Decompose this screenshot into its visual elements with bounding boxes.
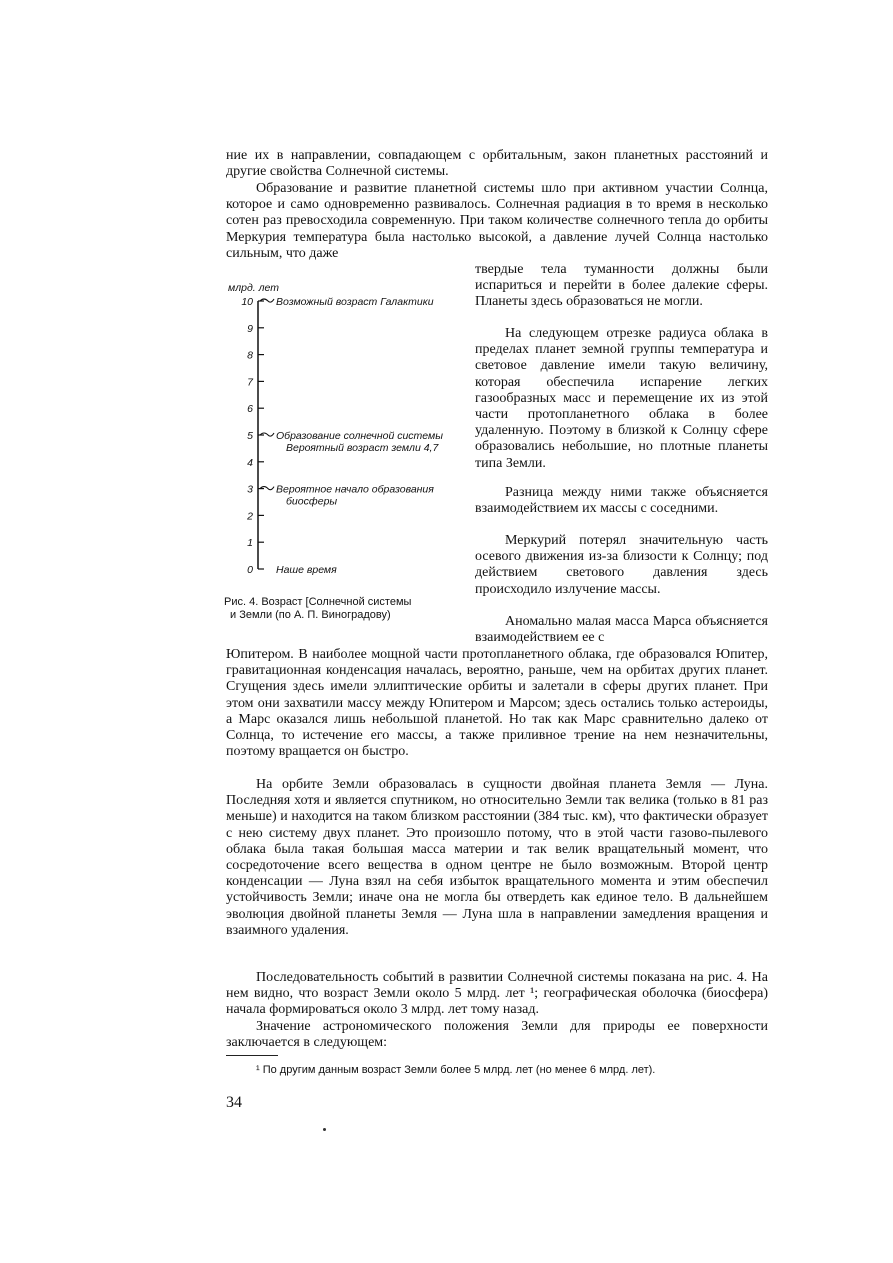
footnote-rule (226, 1055, 278, 1056)
event-label: биосферы (286, 495, 338, 508)
event-label: Вероятное начало образования (276, 483, 434, 496)
paragraph-6-start: Аномально малая масса Марса объясняется взаимодействием ее с (475, 614, 768, 646)
paragraph-3: На следующем отрезке радиуса облака в пределах планет земной группы температура и световое давление имели такую величину, которая обеспечила испарение легких газообразных масс и перемещение их из этой части протопланетного облака в более удаленную. Поэтому в близкой к Солнцу сфере образовались небольшие, но плотные планеты типа Земли. (475, 326, 768, 471)
tick-label: 0 (247, 564, 253, 576)
event-label: Образование солнечной системы (276, 430, 443, 442)
paragraph-6-rest: Юпитером. В наиболее мощной части протопланетного облака, где образовался Юпитер, гравитационная конденсация началась, вероятно, раньше, чем на орбитах других планет. Сгущения здесь имели эллиптические орбиты и залетали в сферы других планет. При этом они захватили массу между Юпитером и Марсом; здесь остались только астероиды, а Марс оказался лишь небольшой планетой. Но так как Марс сравнительно далеко от Солнца, то истечение его массы, а также приливное трение на нем незначительны, поэтому вращается он быстро. (226, 647, 768, 760)
footnote: ¹ По другим данным возраст Земли более 5 млрд. лет (но менее 6 млрд. лет). (256, 1064, 656, 1076)
event-label: Наше время (276, 564, 337, 576)
tick-label: 8 (247, 349, 253, 362)
figure-caption-line-1: Рис. 4. Возраст [Солнечной системы (224, 596, 412, 608)
tick-label: 4 (247, 456, 253, 469)
tick-label: 3 (247, 483, 253, 496)
tick-label: 2 (247, 510, 253, 523)
paragraph-2: Образование и развитие планетной системы шло при активном участии Солнца, которое и само одновременно развивалось. Солнечная радиация в то время в несколько сотен раз превосходила современную. При таком количестве солнечного тепла до орбиты Меркурия температура была настолько высокой, а давление лучей Солнца настолько сильным, что даже (226, 181, 768, 261)
event-label: Вероятный возраст земли 4,7 (286, 442, 439, 454)
timeline-events (260, 296, 443, 576)
figure-caption-line-2: и Земли (по А. П. Виноградову) (230, 609, 391, 621)
paragraph-2-continued: твердые тела туманности должны были испариться и перейти в более далекие сферы. Планеты здесь образоваться не могли. (475, 262, 768, 310)
paragraph-9: Значение астрономического положения Земли для природы ее поверхности заключается в следующем: (226, 1019, 768, 1051)
tick-label: 1 (247, 537, 253, 550)
tick-label: 7 (247, 376, 253, 389)
page-number: 34 (226, 1094, 242, 1111)
tick-label: 10 (241, 296, 253, 308)
paragraph-1: ние их в направлении, совпадающем с орбитальным, закон планетных расстояний и другие свойства Солнечной системы. (226, 148, 768, 180)
tick-label: 6 (247, 403, 253, 416)
paragraph-7: На орбите Земли образовалась в сущности двойная планета Земля — Луна. Последняя хотя и является спутником, но относительно Земли так велика (только в 81 раз меньше) и находится на таком близком расстоянии (384 тыс. км), что фактически образует с нею систему двух планет. Это произошло потому, что в этой части газово-пылевого облака была такая большая масса материи и так велик вращательный момент, что сосредоточение всего вещества в одном центре не было возможным. Второй центр конденсации — Луна взял на себя избыток вращательного момента и этим обеспечил устойчивость Земли; иначе она не могла бы отвердеть как единое тело. В дальнейшем эволюция двойной планеты Земля — Луна шла в направлении замедления вращения и взаимного удаления. (226, 777, 768, 938)
age-timeline-figure (222, 274, 470, 634)
paragraph-4: Разница между ними также объясняется взаимодействием их массы с соседними. (475, 485, 768, 517)
figure-unit-label: млрд. лет (228, 282, 279, 294)
tick-label: 5 (247, 430, 253, 442)
tick-label: 9 (247, 322, 253, 335)
event-label: Возможный возраст Галактики (276, 296, 434, 308)
speck-mark (323, 1128, 326, 1131)
timeline-ticks (241, 296, 264, 576)
paragraph-5: Меркурий потерял значительную часть осевого движения из-за близости к Солнцу; под действием светового давления здесь происходило излучение массы. (475, 533, 768, 597)
figure-caption (224, 596, 464, 622)
paragraph-8: Последовательность событий в развитии Солнечной системы показана на рис. 4. На нем видно, что возраст Земли около 5 млрд. лет ¹; географическая оболочка (биосфера) начала формироваться около 3 млрд. лет тому назад. (226, 970, 768, 1018)
